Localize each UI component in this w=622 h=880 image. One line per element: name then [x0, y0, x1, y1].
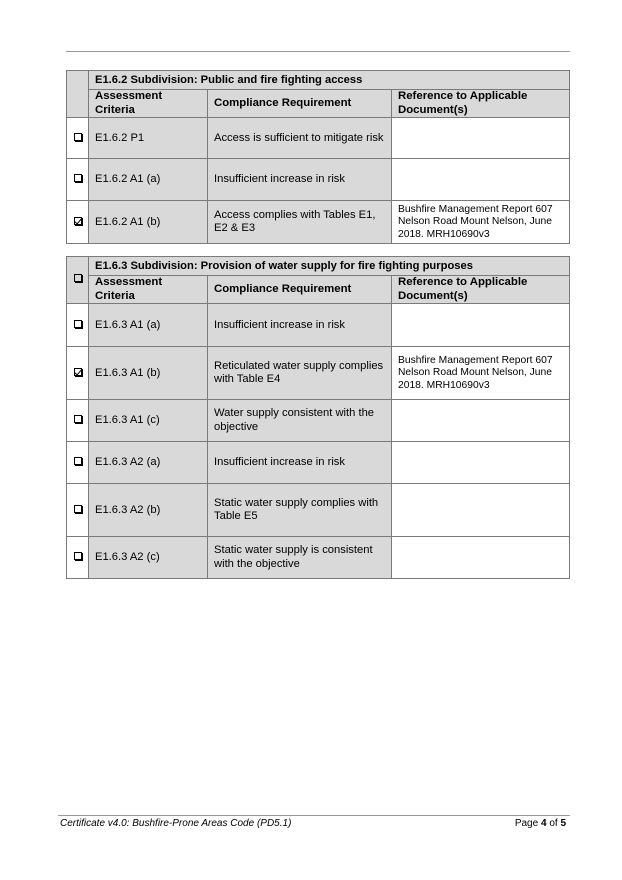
reference-cell	[392, 159, 570, 201]
checkbox[interactable]	[74, 133, 82, 141]
reference-cell	[392, 537, 570, 579]
requirement-cell: Static water supply is consistent with the objective	[208, 537, 392, 579]
footer-document-title: Certificate v4.0: Bushfire-Prone Areas Code (PD5.1)	[60, 818, 292, 829]
table-row	[67, 347, 570, 400]
checkbox[interactable]	[74, 457, 82, 465]
reference-cell: Bushfire Management Report 607 Nelson Road Mount Nelson, June 2018. MRH10690v3	[392, 201, 570, 244]
criteria-cell: E1.6.2 A1 (a)	[89, 159, 208, 201]
table-title: E1.6.3 Subdivision: Provision of water supply for fire fighting purposes	[89, 257, 570, 276]
reference-cell	[392, 304, 570, 347]
access-compliance-table	[66, 70, 570, 244]
criteria-cell: E1.6.3 A1 (b)	[89, 347, 208, 400]
checkbox[interactable]	[74, 274, 82, 282]
reference-cell	[392, 400, 570, 442]
reference-cell: Bushfire Management Report 607 Nelson Road Mount Nelson, June 2018. MRH10690v3	[392, 347, 570, 400]
table-row	[67, 159, 570, 201]
requirement-cell: Water supply consistent with the objective	[208, 400, 392, 442]
requirement-cell: Insufficient increase in risk	[208, 304, 392, 347]
requirement-cell: Access is sufficient to mitigate risk	[208, 118, 392, 159]
table-row	[67, 201, 570, 244]
requirement-cell: Static water supply complies with Table E5	[208, 484, 392, 537]
criteria-cell: E1.6.3 A2 (b)	[89, 484, 208, 537]
criteria-cell: E1.6.2 P1	[89, 118, 208, 159]
column-header-criteria: Assessment Criteria	[89, 90, 208, 118]
checkbox[interactable]	[74, 415, 82, 423]
page-label: Page	[514, 818, 539, 829]
column-header-requirement: Compliance Requirement	[208, 90, 392, 118]
table-row	[67, 400, 570, 442]
table-row	[67, 304, 570, 347]
page-of: of	[549, 818, 558, 829]
reference-cell	[392, 442, 570, 484]
page-total: 5	[560, 818, 566, 829]
header-rule	[66, 51, 570, 52]
footer-rule	[58, 815, 570, 816]
column-header-reference: Reference to Applicable Document(s)	[392, 90, 570, 118]
footer-page-number	[515, 818, 566, 829]
checkbox[interactable]	[74, 174, 82, 182]
column-header-reference: Reference to Applicable Document(s)	[392, 276, 570, 304]
checkbox-checked[interactable]	[74, 368, 82, 376]
criteria-cell: E1.6.3 A1 (c)	[89, 400, 208, 442]
water-supply-compliance-table	[66, 256, 570, 579]
reference-cell	[392, 118, 570, 159]
column-header-criteria: Assessment Criteria	[89, 276, 208, 304]
table-row	[67, 118, 570, 159]
requirement-cell: Insufficient increase in risk	[208, 159, 392, 201]
table-row	[67, 442, 570, 484]
column-header-requirement: Compliance Requirement	[208, 276, 392, 304]
requirement-cell: Insufficient increase in risk	[208, 442, 392, 484]
criteria-cell: E1.6.2 A1 (b)	[89, 201, 208, 244]
checkbox[interactable]	[74, 505, 82, 513]
criteria-cell: E1.6.3 A2 (c)	[89, 537, 208, 579]
criteria-cell: E1.6.3 A1 (a)	[89, 304, 208, 347]
table-row	[67, 537, 570, 579]
requirement-cell: Access complies with Tables E1, E2 & E3	[208, 201, 392, 244]
page-current: 4	[540, 818, 547, 829]
header-checkbox-cell	[67, 71, 89, 118]
checkbox[interactable]	[74, 320, 82, 328]
requirement-cell: Reticulated water supply complies with Table E4	[208, 347, 392, 400]
reference-cell	[392, 484, 570, 537]
checkbox-checked[interactable]	[74, 217, 82, 225]
checkbox[interactable]	[74, 552, 82, 560]
table-row	[67, 484, 570, 537]
table-title: E1.6.2 Subdivision: Public and fire fighting access	[89, 71, 570, 90]
header-checkbox-cell	[67, 257, 89, 304]
criteria-cell: E1.6.3 A2 (a)	[89, 442, 208, 484]
